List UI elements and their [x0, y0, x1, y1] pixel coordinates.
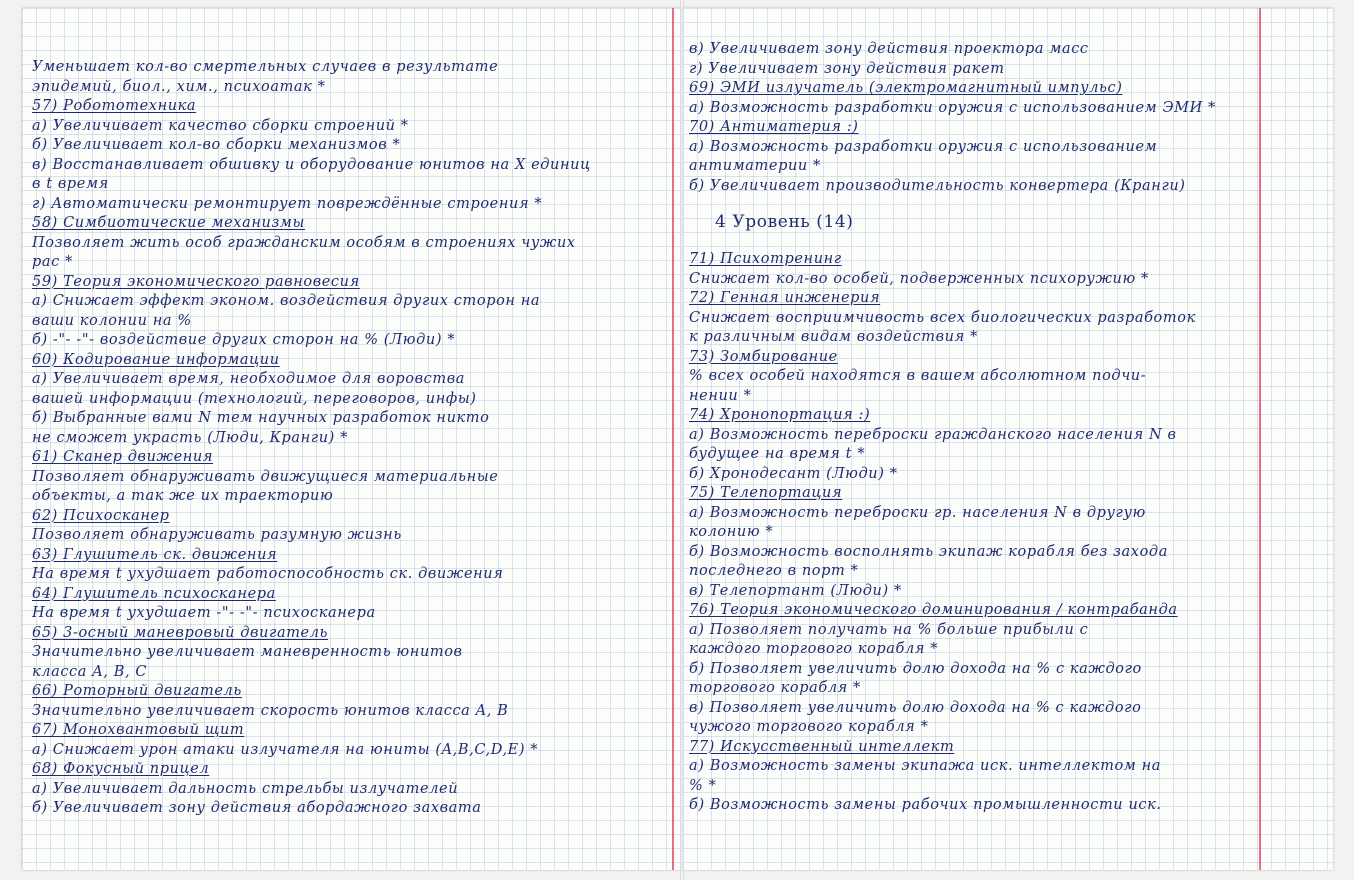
text-line: а) Возможность разработки оружия с использованием [689, 138, 1158, 155]
text-line: не сможет украсть (Люди, Кранги) * [32, 429, 348, 446]
text-line: а) Увеличивает время, необходимое для воровства [32, 371, 466, 387]
text-line: Позволяет обнаруживать разумную жизнь [32, 527, 402, 543]
text-line: б) Хронодесант (Люди) * [689, 465, 898, 482]
text-line: объекты, а так же их траекторию [32, 488, 334, 504]
text-line: Снижает кол-во особей, подверженных психоружию * [689, 270, 1149, 287]
text-line: На время t ухудшает работоспособность ск. движения [32, 566, 504, 582]
section-heading: 76) Теория экономического доминирования / контрабанда [689, 602, 1178, 618]
section-heading: 77) Искусственный интеллект [689, 738, 955, 755]
text-line: чужого торгового корабля * [689, 719, 929, 735]
handwritten-text-left [32, 58, 676, 819]
text-line: рас * [32, 254, 73, 270]
text-line: колонию * [689, 524, 774, 540]
text-line: к различным видам воздействия * [689, 329, 978, 345]
section-heading: 73) Зомбирование [689, 348, 838, 365]
text-line: а) Снижает эффект эконом. воздействия других сторон на [32, 293, 541, 309]
text-line: класса A, B, C [32, 663, 148, 680]
text-line: ваши колонии на % [32, 312, 192, 329]
text-line: будущее на время t * [689, 446, 866, 462]
section-heading: 67) Монохвантовый щит [32, 722, 245, 738]
text-line: а) Возможность переброски гр. населения N в другую [689, 504, 1146, 521]
section-heading: 69) ЭМИ излучатель (электромагнитный импульс) [689, 80, 1123, 96]
text-line: б) Увеличивает кол-во сборки механизмов * [32, 137, 401, 153]
section-heading: 66) Роторный двигатель [32, 683, 242, 699]
text-line: а) Снижает урон атаки излучателя на юниты (A,B,C,D,E) * [32, 741, 539, 758]
section-heading: 68) Фокусный прицел [32, 761, 210, 777]
text-line: На время t ухудшает -"- -"- психосканера [32, 605, 376, 621]
section-heading: 75) Телепортация [689, 485, 843, 501]
text-line: % * [689, 777, 717, 794]
section-heading: 74) Хронопортация :) [689, 407, 871, 423]
text-line: б) Увеличивает производительность конвертера (Кранги) [689, 177, 1186, 194]
notebook-page-left [22, 8, 682, 870]
level-heading: 4 Уровень (14) [715, 212, 854, 232]
text-line: б) Увеличивает зону действия абордажного захвата [32, 800, 482, 816]
section-heading: 72) Генная инженерия [689, 290, 881, 306]
section-heading: 57) Робототехника [32, 98, 197, 114]
text-line: в) Телепортант (Люди) * [689, 582, 902, 599]
section-heading: 71) Психотренинг [689, 251, 842, 267]
text-line: Значительно увеличивает маневренность юнитов [32, 644, 463, 660]
text-line: а) Увеличивает дальность стрельбы излучателей [32, 780, 459, 797]
text-line: а) Позволяет получать на % больше прибыли с [689, 621, 1089, 638]
text-line: б) Возможность восполнять экипаж корабля без захода [689, 543, 1168, 560]
text-line: Снижает восприимчивость всех биологических разработок [689, 309, 1196, 326]
text-line: в) Позволяет увеличить долю дохода на % с каждого [689, 699, 1142, 716]
section-heading: 60) Кодирование информации [32, 351, 280, 368]
text-line: а) Возможность разработки оружия с использованием ЭМИ * [689, 99, 1216, 116]
text-line: а) Возможность замены экипажа иск. интеллектом на [689, 758, 1162, 774]
notebook-page-right [683, 8, 1333, 870]
section-heading: 65) 3-осный маневровый двигатель [32, 624, 329, 641]
text-line: в) Увеличивает зону действия проектора масс [689, 41, 1089, 57]
text-line: нении * [689, 387, 752, 404]
section-heading: 61) Сканер движения [32, 449, 214, 465]
text-line: в) Восстанавливает обшивку и оборудование юнитов на X единиц [32, 156, 591, 173]
text-line: Позволяет жить особ гражданским особям в строениях чужих [32, 234, 576, 251]
text-line: г) Увеличивает зону действия ракет [689, 60, 1005, 77]
text-line: торгового корабля * [689, 680, 861, 696]
text-line: г) Автоматически ремонтирует повреждённые строения * [32, 195, 543, 212]
text-line: Позволяет обнаруживать движущиеся материальные [32, 468, 499, 485]
text-line: каждого торгового корабля * [689, 641, 939, 657]
text-line: Уменьшает кол-во смертельных случаев в результате [32, 59, 499, 75]
text-line: последнего в порт * [689, 563, 859, 579]
section-heading: 63) Глушитель ск. движения [32, 546, 278, 563]
section-heading: 59) Теория экономического равновесия [32, 273, 360, 290]
section-heading: 70) Антиматерия :) [689, 119, 859, 135]
text-line: б) Позволяет увеличить долю дохода на % с каждого [689, 660, 1142, 677]
text-line: антиматерии * [689, 158, 821, 174]
text-line: б) Выбранные вами N тем научных разработок никто [32, 410, 490, 426]
text-line: а) Возможность переброски гражданского населения N в [689, 426, 1177, 443]
text-line: эпидемий, биол., хим., психоатак * [32, 78, 326, 95]
section-heading: 64) Глушитель психосканера [32, 585, 276, 602]
text-line: а) Увеличивает качество сборки строений * [32, 117, 409, 134]
text-line: % всех особей находятся в вашем абсолютном подчи- [689, 368, 1147, 384]
blank-line [689, 236, 1327, 250]
text-line: б) -"- -"- воздействие других сторон на % (Люди) * [32, 332, 456, 348]
text-line: Значительно увеличивает скорость юнитов класса A, B [32, 702, 509, 719]
text-line: в t время [32, 176, 109, 192]
section-heading: 58) Симбиотические механизмы [32, 215, 305, 231]
section-heading: 62) Психосканер [32, 507, 170, 524]
text-line: б) Возможность замены рабочих промышленности иск. [689, 797, 1162, 813]
handwritten-text-right [689, 40, 1327, 816]
text-line: вашей информации (технологий, переговоров, инфы) [32, 390, 477, 407]
